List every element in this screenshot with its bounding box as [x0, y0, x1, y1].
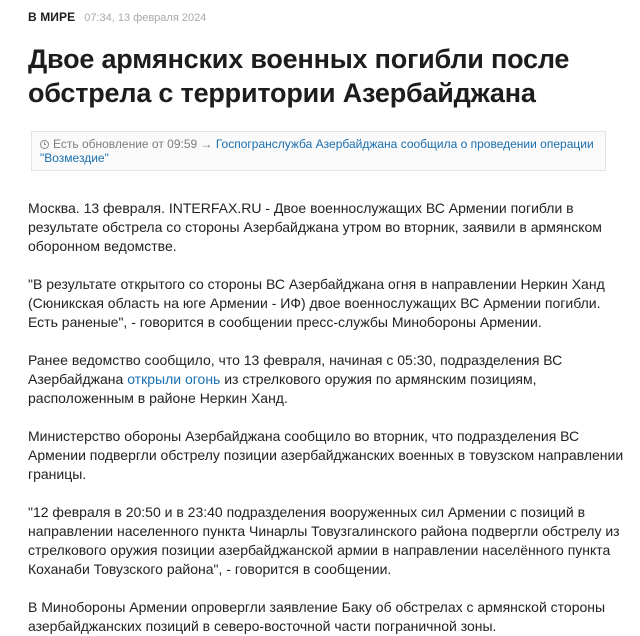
update-label: Есть обновление от 09:59 → — [53, 137, 213, 151]
article-paragraph-2: "В результате открытого со стороны ВС Азербайджана огня в направлении Неркин Ханд (Сюникская область на юге Армении - ИФ) двое военнослужащих ВС Армении погибли. Есть раненые", - говорится в сообщении пресс-службы Минобороны Армении. — [28, 276, 605, 330]
article-headline: Двое армянских военных погибли после обстрела с территории Азербайджана — [28, 44, 570, 108]
article-paragraph-4: Министерство обороны Азербайджана сообщило во вторник, что подразделения ВС Армении подвергли обстрелу позиции азербайджанских военных в товузском направлении границы. — [28, 428, 624, 482]
paragraph-3-text-end: из стрелкового оружия по армянским позициям, расположенным в районе Неркин Ханд. — [28, 371, 537, 406]
paragraph-3-text-start: Ранее ведомство сообщило, что 13 февраля, начиная с 05:30, подразделения ВС Азербайджана — [28, 352, 563, 387]
clock-icon — [40, 140, 49, 149]
article-paragraph-6: В Минобороны Армении опровергли заявление Баку об обстрелах с армянской стороны азербайджанских позиций в северо-восточной части пограничной зоны. — [28, 599, 606, 634]
opened-fire-link[interactable]: открыли огонь — [127, 371, 221, 387]
article-paragraph-1: Москва. 13 февраля. INTERFAX.RU - Двое военнослужащих ВС Армении погибли в результате обстрела со стороны Азербайджана утром во вторник, заявили в армянском оборонном ведомстве. — [28, 200, 602, 254]
article-paragraph-3 — [28, 351, 626, 408]
update-link[interactable]: Госпогранслужба Азербайджана сообщила о проведении операции "Возмездие" — [40, 137, 594, 165]
section-label[interactable]: В МИРЕ — [28, 10, 76, 24]
article-paragraph-5: "12 февраля в 20:50 и в 23:40 подразделения вооруженных сил Армении с позиций в направлении населенного пункта Чинарлы Товузгалинского района подвергли обстрелу из стрелкового оружия позиции азербайджанской армии в направлении населённого пункта Коханаби Товузского района", - говорится в сообщении. — [28, 504, 620, 577]
update-notice — [31, 131, 606, 171]
article-body — [28, 199, 626, 636]
publish-datetime: 07:34, 13 февраля 2024 — [84, 12, 207, 24]
article-meta — [28, 0, 626, 28]
